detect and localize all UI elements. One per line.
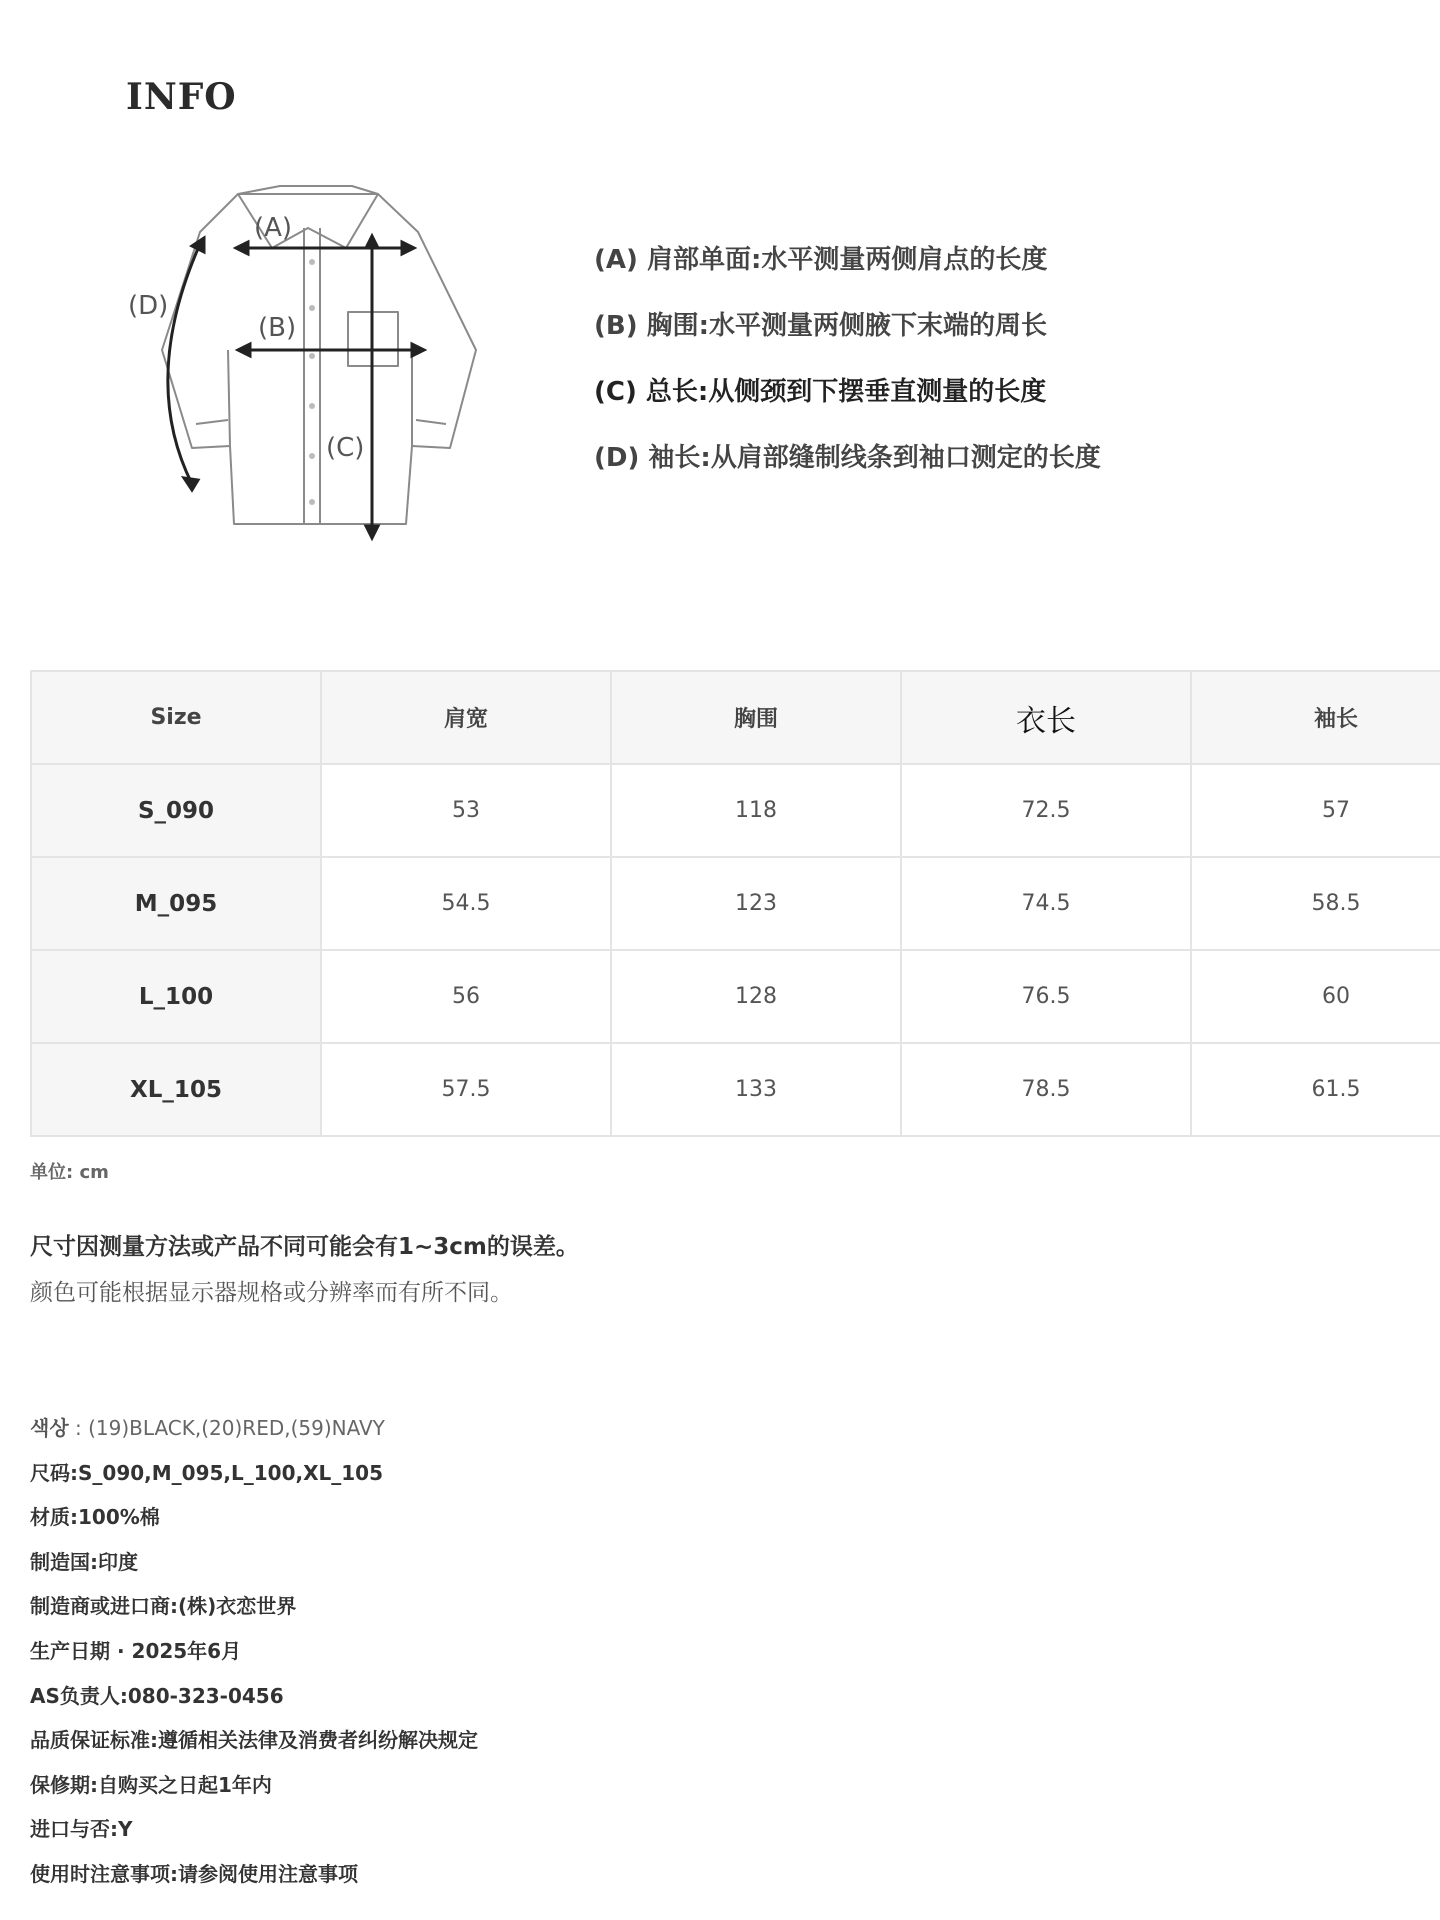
table-cell: 57	[1191, 764, 1440, 857]
spec-color	[30, 1412, 478, 1457]
legend-item-a: (A) 肩部单面:水平测量两侧肩点的长度	[594, 245, 1048, 275]
table-cell: 56	[321, 950, 611, 1043]
table-cell: 76.5	[901, 950, 1191, 1043]
table-cell: 133	[611, 1043, 901, 1136]
table-row	[31, 950, 1440, 1043]
legend-item-c: (C) 总长:从侧颈到下摆垂直测量的长度	[594, 377, 1047, 407]
color-disclaimer-note: 颜色可能根据显示器规格或分辨率而有所不同。	[30, 1280, 513, 1306]
column-header-sleeve: 袖长	[1191, 671, 1440, 764]
measurement-error-note: 尺寸因测量方法或产品不同可能会有1~3cm的误差。	[30, 1234, 579, 1260]
table-row	[31, 857, 1440, 950]
table-header-row	[31, 671, 1440, 764]
product-specs	[30, 1412, 478, 1903]
table-cell: 72.5	[901, 764, 1191, 857]
spec-import: 进口与否:Y	[30, 1817, 133, 1842]
table-row	[31, 1043, 1440, 1136]
spec-color-value: : (19)BLACK,(20)RED,(59)NAVY	[68, 1416, 385, 1440]
shirt-measurement-diagram	[120, 180, 480, 550]
table-cell: 118	[611, 764, 901, 857]
column-header-size: Size	[31, 671, 321, 764]
page-title: INFO	[126, 76, 237, 118]
spec-color-key: 색상	[30, 1416, 69, 1440]
size-table	[30, 670, 1440, 1137]
legend-item-b: (B) 胸围:水平测量两侧腋下末端的周长	[594, 311, 1048, 341]
table-cell: 60	[1191, 950, 1440, 1043]
column-header-shoulder: 肩宽	[321, 671, 611, 764]
row-size-label: XL_105	[31, 1043, 321, 1136]
spec-as-contact: AS负责人:080-323-0456	[30, 1683, 284, 1708]
row-size-label: L_100	[31, 950, 321, 1043]
column-header-chest: 胸围	[611, 671, 901, 764]
diagram-label-b: (B)	[258, 313, 297, 343]
spec-quality-standard: 品质保证标准:遵循相关法律及消费者纠纷解决规定	[30, 1728, 478, 1753]
unit-note: 单位: cm	[30, 1162, 109, 1183]
table-cell: 78.5	[901, 1043, 1191, 1136]
table-cell: 74.5	[901, 857, 1191, 950]
spec-country: 制造国:印度	[30, 1549, 138, 1574]
table-cell: 58.5	[1191, 857, 1440, 950]
spec-usage-caution: 使用时注意事项:请参阅使用注意事项	[30, 1861, 358, 1886]
measurement-legend	[594, 240, 1101, 504]
diagram-label-c: (C)	[326, 433, 365, 463]
table-cell: 54.5	[321, 857, 611, 950]
table-cell: 57.5	[321, 1043, 611, 1136]
diagram-label-a: (A)	[254, 213, 293, 243]
table-row	[31, 764, 1440, 857]
spec-production-date: 生产日期 · 2025年6月	[30, 1638, 242, 1663]
spec-material: 材质:100%棉	[30, 1505, 160, 1530]
spec-warranty: 保修期:自购买之日起1年内	[30, 1772, 272, 1797]
row-size-label: S_090	[31, 764, 321, 857]
legend-item-d: (D) 袖长:从肩部缝制线条到袖口测定的长度	[594, 443, 1101, 473]
table-cell: 123	[611, 857, 901, 950]
table-cell: 53	[321, 764, 611, 857]
spec-manufacturer: 制造商或进口商:(株)衣恋世界	[30, 1594, 297, 1619]
table-cell: 61.5	[1191, 1043, 1440, 1136]
diagram-label-d: (D)	[128, 291, 169, 321]
spec-sizes: 尺码:S_090,M_095,L_100,XL_105	[30, 1460, 383, 1485]
row-size-label: M_095	[31, 857, 321, 950]
table-cell: 128	[611, 950, 901, 1043]
column-header-length: 衣长	[901, 671, 1191, 764]
